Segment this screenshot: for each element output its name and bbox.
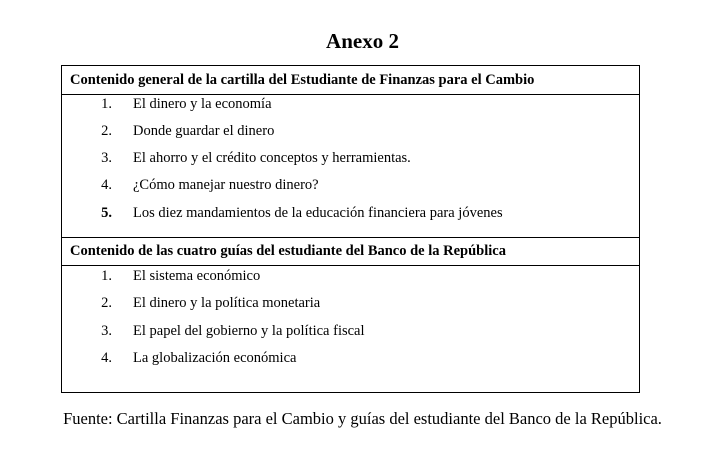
item-text: ¿Cómo manejar nuestro dinero? xyxy=(133,177,319,193)
item-number: 3. xyxy=(101,323,112,339)
item-number: 2. xyxy=(101,295,112,311)
item-text: El dinero y la política monetaria xyxy=(133,295,321,311)
item-number: 3. xyxy=(101,150,112,166)
source-note: Fuente: Cartilla Finanzas para el Cambio y guías del estudiante del Banco de la República. xyxy=(63,409,662,428)
item-text: La globalización económica xyxy=(133,350,297,366)
item-text: El sistema económico xyxy=(133,268,261,284)
list-item xyxy=(62,348,639,368)
list-item xyxy=(62,266,639,286)
list-item xyxy=(62,321,639,341)
item-text: Los diez mandamientos de la educación financiera para jóvenes xyxy=(133,205,503,221)
item-number: 1. xyxy=(101,96,112,112)
item-text: El papel del gobierno y la política fiscal xyxy=(133,323,365,339)
list-item xyxy=(62,175,639,195)
list-item xyxy=(62,148,639,168)
list-item xyxy=(62,94,639,114)
list-item xyxy=(62,293,639,313)
list-item xyxy=(62,121,639,141)
list-item xyxy=(62,203,639,223)
item-text: El ahorro y el crédito conceptos y herramientas. xyxy=(133,150,411,166)
item-number: 4. xyxy=(101,350,112,366)
item-number: 1. xyxy=(101,268,112,284)
section-header-guias: Contenido de las cuatro guías del estudiante del Banco de la República xyxy=(70,243,506,259)
contents-table xyxy=(61,65,640,393)
item-number: 5. xyxy=(101,205,112,221)
item-number: 4. xyxy=(101,177,112,193)
section-header-cartilla: Contenido general de la cartilla del Estudiante de Finanzas para el Cambio xyxy=(70,72,535,88)
document-title: Anexo 2 xyxy=(326,29,399,53)
item-text: Donde guardar el dinero xyxy=(133,123,275,139)
item-text: El dinero y la economía xyxy=(133,96,272,112)
item-number: 2. xyxy=(101,123,112,139)
